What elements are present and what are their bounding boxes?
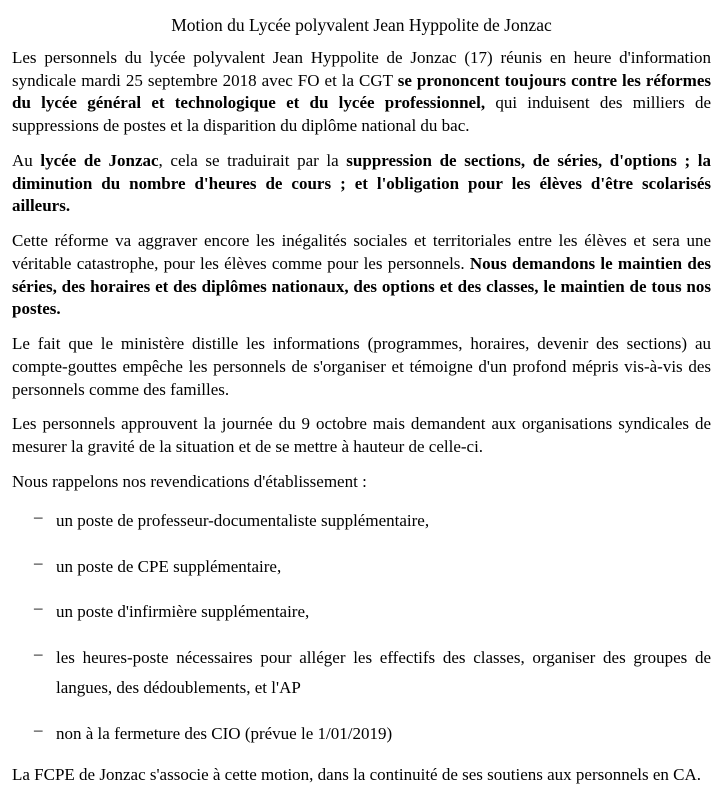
closing-paragraph: La FCPE de Jonzac s'associe à cette motion, dans la continuité de ses soutiens aux personnels en CA. [12, 765, 702, 785]
list-item-label: non à la fermeture des CIO (prévue le 1/01/2019) [56, 723, 393, 743]
document-body [12, 47, 711, 787]
list-item [12, 597, 711, 627]
paragraph-5: Les personnels approuvent la journée du 9 octobre mais demandent aux organisations syndicales de mesurer la gravité de la situation et de se mettre à hauteur de celle-ci. [12, 414, 711, 457]
paragraph-3: Cette réforme va aggraver encore les inégalités sociales et territoriales entre les élèves et sera une véritable catastrophe, pour les élèves comme pour les personnels. Nous demandons le maintien des séries, des horaires et des diplômes nationaux, des options et des classes, le maintien de tous nos postes. [12, 231, 711, 319]
list-bullet: – [34, 598, 43, 618]
list-item [12, 552, 711, 582]
list-item-label: les heures-poste nécessaires pour alléger les effectifs des classes, organiser des groupes de langues, des dédoublements, et l'AP [56, 648, 711, 697]
list-item [12, 506, 711, 536]
page-title: Motion du Lycée polyvalent Jean Hyppolite de Jonzac [171, 15, 552, 35]
list-item-label: un poste de CPE supplémentaire, [56, 556, 282, 576]
list-bullet: – [34, 644, 43, 664]
paragraph-1: Les personnels du lycée polyvalent Jean Hyppolite de Jonzac (17) réunis en heure d'information syndicale mardi 25 septembre 2018 avec FO et la CGT se prononcent toujours contre les réformes du lycée général et technologique et du lycée professionnel, qui induisent des milliers de suppressions de postes et la disparition du diplôme national du bac. [12, 47, 712, 136]
paragraph-6: Nous rappelons nos revendications d'établissement : [12, 472, 367, 491]
demands-list [12, 506, 711, 749]
list-bullet: – [34, 506, 43, 526]
list-bullet: – [34, 719, 43, 739]
list-bullet: – [34, 552, 43, 572]
list-item-label: un poste de professeur-documentaliste supplémentaire, [56, 510, 430, 530]
paragraph-4: Le fait que le ministère distille les informations (programmes, horaires, devenir des sections) au compte-gouttes empêche les personnels de s'organiser et témoigne d'un profond mépris vis-à-vis des personnels comme des familles. [12, 334, 711, 399]
list-item [12, 643, 711, 703]
paragraph-2: Au lycée de Jonzac, cela se traduirait par la suppression de sections, de séries, d'options ; la diminution du nombre d'heures de cours ; et l'obligation pour les élèves d'être scolarisés ailleurs. [12, 150, 711, 216]
list-item-label: un poste d'infirmière supplémentaire, [56, 602, 310, 622]
list-item [12, 719, 711, 749]
